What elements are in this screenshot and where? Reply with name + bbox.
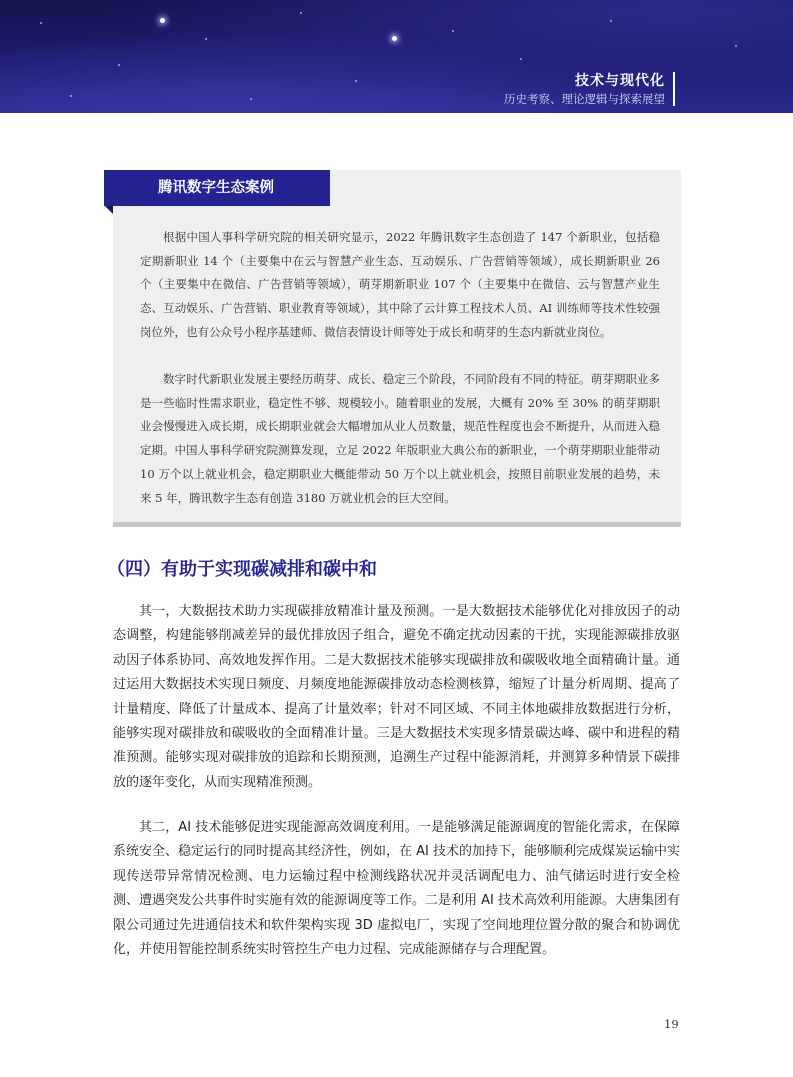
star-dot — [610, 20, 612, 22]
case-study-title: 腾讯数字生态案例 — [158, 180, 274, 196]
star-dot — [300, 12, 302, 14]
star-dot — [118, 64, 120, 66]
section-heading: （四）有助于实现碳减排和碳中和 — [107, 559, 377, 580]
star-dot — [735, 45, 737, 47]
header-subtitle: 历史考察、理论逻辑与探索展望 — [504, 92, 665, 106]
star-dot — [40, 22, 42, 24]
star-glow — [392, 36, 397, 41]
case-paragraph: 根据中国人事科学研究院的相关研究显示，2022 年腾讯数字生态创造了 147 个新职业，包括稳定期新职业 14 个（主要集中在云与智慧产业生态、互动娱乐、广告营销等领域），成长期新职业 26 个（主要集中在微信、广告营销等领域），萌芽期新职业 107 个（主要集中在微信、云与智慧产业生态、互动娱乐、广告营销、职业教育等领域），其中除了云计算工程技术人员、AI 训练师等技术性较强岗位外，也有公众号小程序基建师、微信表情设计师等处于成长和萌芽的生态内新就业岗位。 — [140, 230, 660, 339]
page-header-banner — [0, 0, 793, 113]
star-dot — [70, 95, 72, 97]
body-paragraph: 其二，AI 技术能够促进实现能源高效调度利用。一是能够满足能源调度的智能化需求，在保障系统安全、稳定运行的同时提高其经济性，例如，在 AI 技术的加持下，能够顺利完成煤炭运输中实现传送带异常情况检测、电力运输过程中检测线路状况并灵活调配电力、油气储运时进行安全检测、遭遇突发公共事件时实施有效的能源调度等工作。二是利用 AI 技术高效利用能源。大唐集团有限公司通过先进通信技术和软件架构实现 3D 虚拟电厂，实现了空间地理位置分散的聚合和协调优化，并使用智能控制系统实时管控生产电力过程、完成能源储存与合理配置。 — [113, 820, 680, 958]
header-divider — [673, 72, 675, 106]
body-paragraph: 其一，大数据技术助力实现碳排放精准计量及预测。一是大数据技术能够优化对排放因子的动态调整，构建能够削减差异的最优排放因子组合，避免不确定扰动因素的干扰，实现能源碳排放驱动因子体系协同、高效地发挥作用。二是大数据技术能够实现碳排放和碳吸收地全面精确计量。通过运用大数据技术实现日频度、月频度地能源碳排放动态检测核算，缩短了计量分析周期、提高了计量精度、降低了计量成本、提高了计量效率；针对不同区域、不同主体地碳排放数据进行分析，能够实现对碳排放和碳吸收的全面精准计量。三是大数据技术实现多情景碳达峰、碳中和进程的精准预测。能够实现对碳排放的追踪和长期预测，追溯生产过程中能源消耗，并测算多种情景下碳排放的逐年变化，从而实现精准预测。 — [113, 604, 680, 790]
star-dot — [452, 30, 454, 32]
case-study-title-tab — [104, 170, 330, 206]
header-title: 技术与现代化 — [575, 73, 665, 89]
star-dot — [355, 80, 357, 82]
page-number: 19 — [664, 1017, 679, 1031]
title-tab-fold — [104, 205, 113, 214]
star-dot — [520, 58, 522, 60]
star-dot — [250, 98, 252, 100]
star-glow — [160, 18, 165, 23]
star-dot — [205, 38, 207, 40]
case-paragraph: 数字时代新职业发展主要经历萌芽、成长、稳定三个阶段，不同阶段有不同的特征。萌芽期职业多是一些临时性需求职业，稳定性不够、规模较小。随着职业的发展，大概有 20% 至 30% 的萌芽期职业会慢慢进入成长期，成长期职业就会大幅增加从业人员数量，规范性程度也会不断提升，从而进入稳定期。中国人事科学研究院测算发现，立足 2022 年版职业大典公布的新职业，一个萌芽期职业能带动 10 万个以上就业机会，稳定期职业大概能带动 50 万个以上就业机会，按照目前职业发展的趋势，未来 5 年，腾讯数字生态有创造 3180 万就业机会的巨大空间。 — [140, 372, 660, 505]
